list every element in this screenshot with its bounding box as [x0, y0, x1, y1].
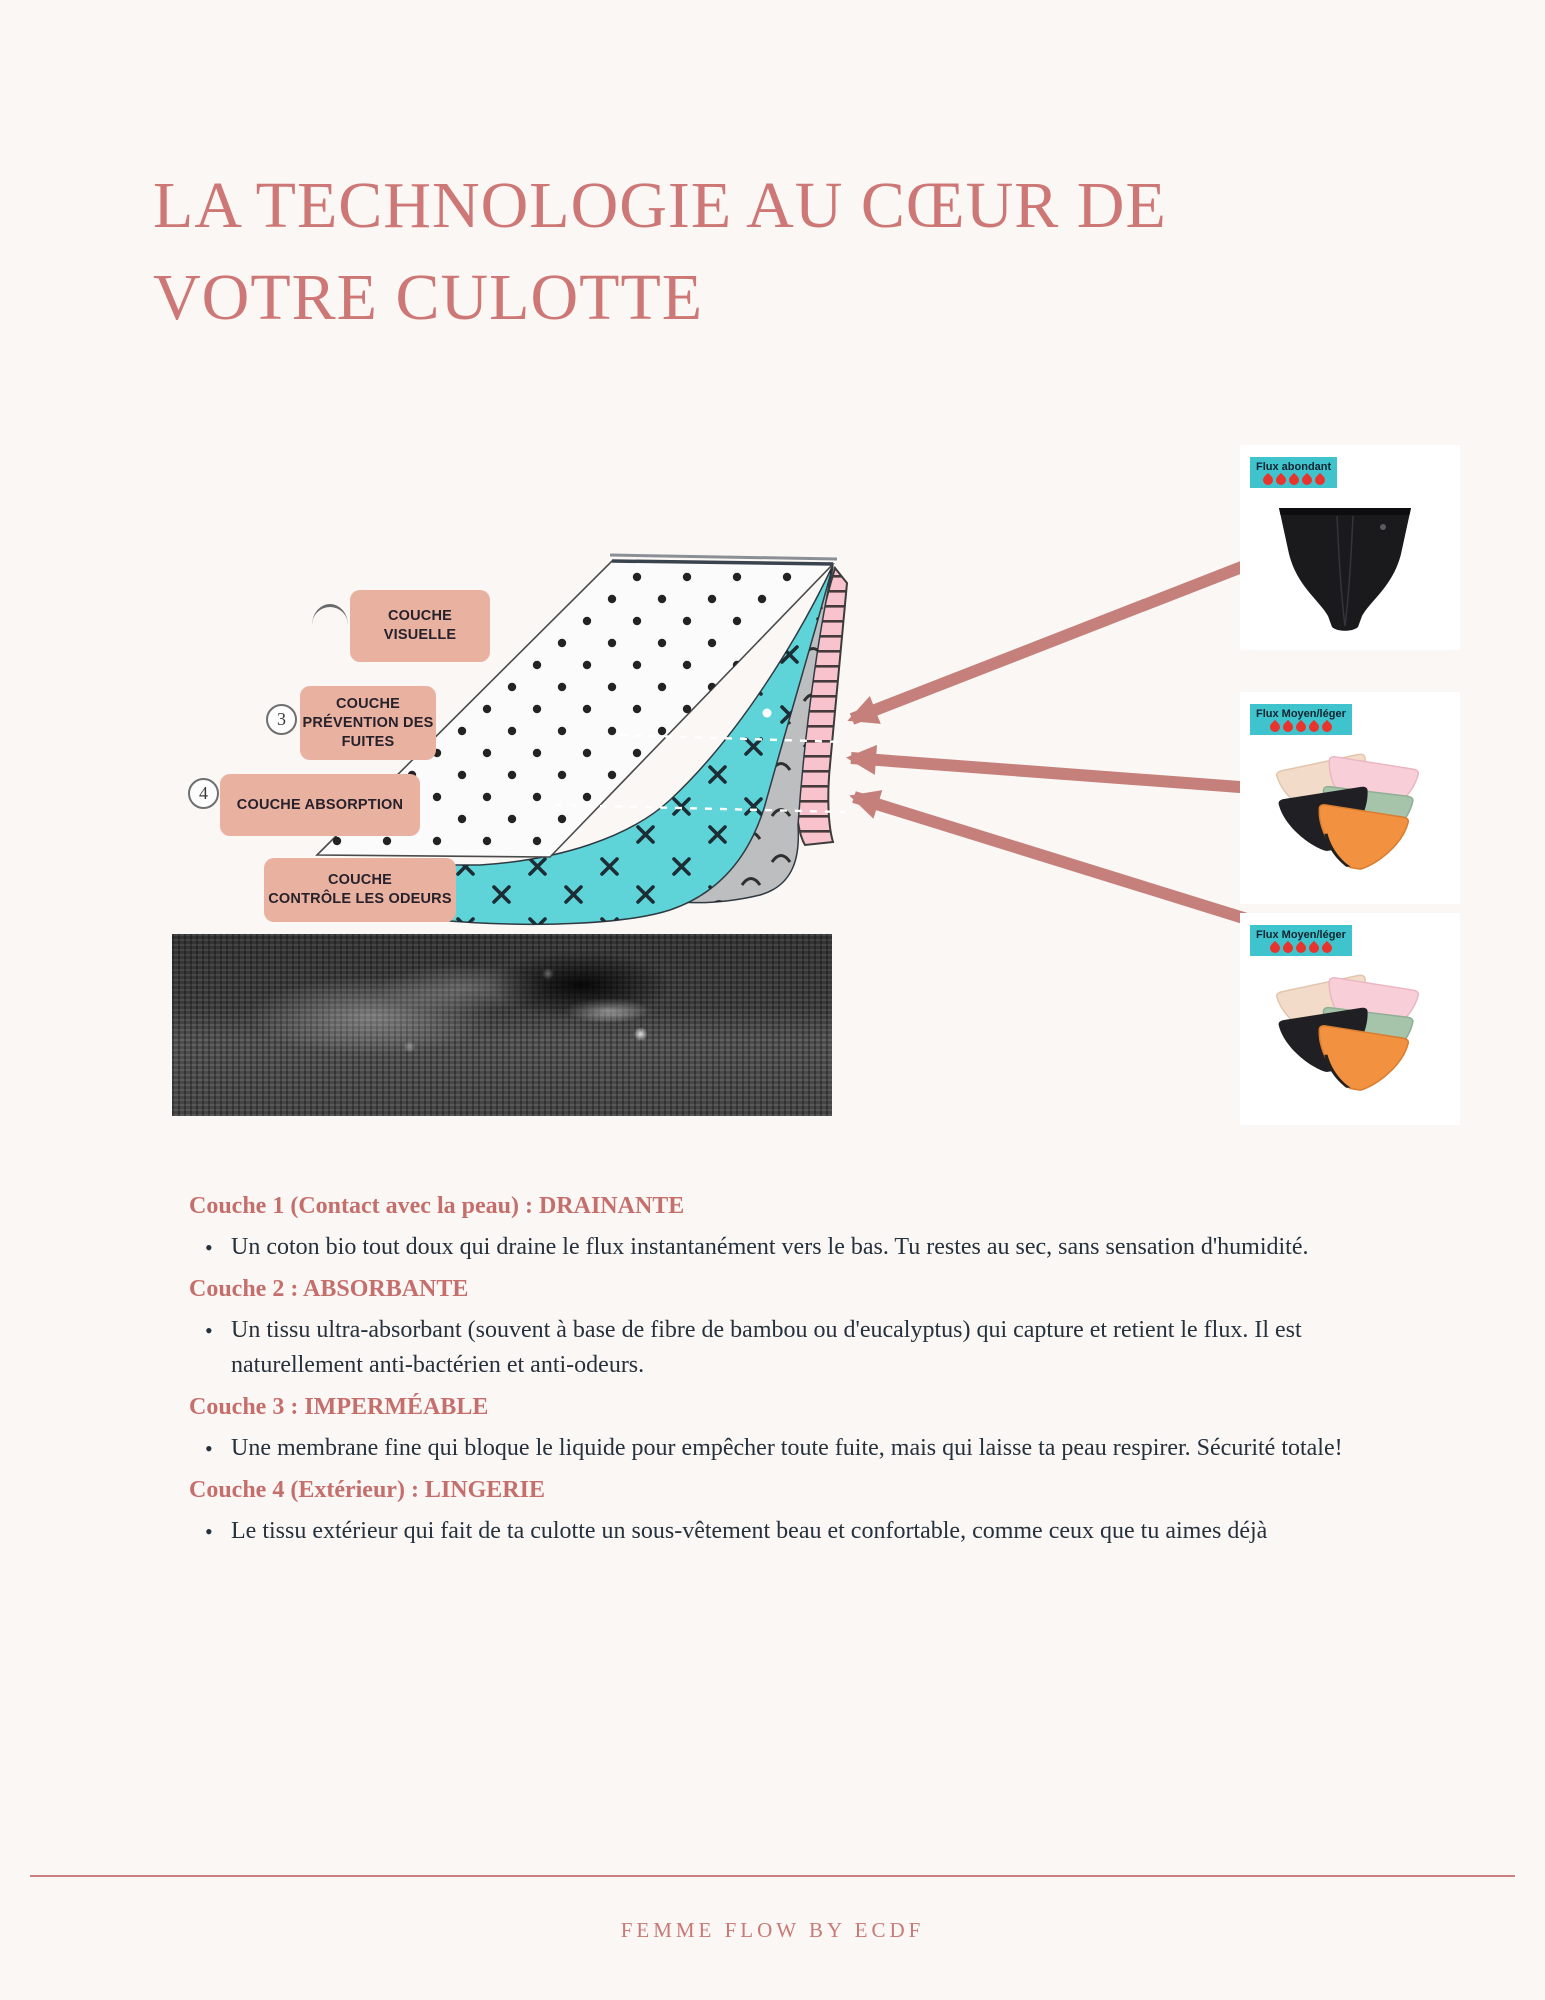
drop-icon	[1287, 473, 1301, 487]
drop-icon	[1294, 720, 1308, 734]
black-brief-photo	[1265, 500, 1425, 640]
product-card-flux-moyen-leger-1	[1240, 692, 1460, 904]
drop-icon	[1320, 720, 1334, 734]
drop-icon	[1274, 473, 1288, 487]
flow-drops	[1270, 722, 1332, 732]
flux-label: Flux abondant	[1256, 461, 1332, 473]
label-text: COUCHE ABSORPTION	[236, 796, 404, 813]
label-couche-controle-odeurs	[264, 858, 456, 922]
section-heading-couche3: Couche 3 : IMPERMÉABLE	[189, 1394, 489, 1420]
step-number: 4	[199, 783, 208, 803]
panty-pack-photo	[1272, 736, 1422, 886]
section-bullets	[189, 1514, 1379, 1549]
label-text: PRÉVENTION DES	[302, 714, 434, 731]
label-text: COUCHE VISUELLE	[383, 608, 457, 643]
fabric-closeup-photo	[172, 934, 832, 1116]
section-bullets	[189, 1313, 1379, 1383]
flux-badge	[1250, 704, 1352, 735]
drop-icon	[1281, 720, 1295, 734]
drop-icon	[1307, 941, 1321, 955]
flux-badge	[1250, 457, 1337, 488]
arrow-product3	[854, 797, 1250, 920]
layers-description	[189, 1188, 1379, 1555]
drop-icon	[1307, 720, 1321, 734]
drop-icon	[1294, 941, 1308, 955]
flux-label: Flux Moyen/léger	[1256, 708, 1346, 720]
section-heading-couche1: Couche 1 (Contact avec la peau) : DRAINANTE	[189, 1193, 685, 1219]
page-title-line2: VOTRE CULOTTE	[153, 261, 704, 334]
footer-divider	[30, 1875, 1515, 1877]
drop-icon	[1320, 941, 1334, 955]
section-heading-couche4: Couche 4 (Extérieur) : LINGERIE	[189, 1477, 545, 1503]
product-card-flux-abondant	[1240, 445, 1460, 650]
label-couche-absorption	[220, 774, 420, 836]
page-title-line1: LA TECHNOLOGIE AU CŒUR DE	[153, 169, 1167, 242]
product-card-flux-moyen-leger-2	[1240, 913, 1460, 1125]
bullet-item: • Le tissu extérieur qui fait de ta culotte un sous-vêtement beau et confortable, comme ceux que tu aimes déjà	[231, 1514, 1379, 1549]
drop-icon	[1281, 941, 1295, 955]
label-couche-prevention-fuites	[300, 686, 436, 760]
label-text: COUCHE	[327, 872, 393, 888]
drop-icon	[1268, 720, 1282, 734]
flux-badge	[1250, 925, 1352, 956]
label-couche-visuelle	[350, 590, 490, 662]
arrow-product1	[852, 563, 1252, 719]
step-number: 3	[277, 709, 286, 729]
footer-brand: FEMME FLOW BY ECDF	[620, 1918, 925, 1942]
pointer-arrows	[820, 540, 1290, 950]
label-text: COUCHE	[335, 695, 401, 712]
drop-icon	[1300, 473, 1314, 487]
section-bullets	[189, 1431, 1379, 1466]
bullet-item: • Un tissu ultra-absorbant (souvent à base de fibre de bambou ou d'eucalyptus) qui capture et retient le flux. Il est naturellement anti-bactérien et anti-odeurs.	[231, 1313, 1379, 1383]
drop-icon	[1268, 941, 1282, 955]
flow-drops	[1270, 943, 1332, 953]
flux-label: Flux Moyen/léger	[1256, 929, 1346, 941]
drop-icon	[1261, 473, 1275, 487]
section-heading-couche2: Couche 2 : ABSORBANTE	[189, 1276, 469, 1302]
drop-icon	[1313, 473, 1327, 487]
label-text: CONTRÔLE LES ODEURS	[268, 891, 452, 907]
section-bullets	[189, 1230, 1379, 1265]
step-3-badge	[266, 704, 297, 735]
arrow-product2	[851, 758, 1253, 788]
flow-drops	[1263, 475, 1325, 485]
bullet-item: • Un coton bio tout doux qui draine le flux instantanément vers le bas. Tu restes au sec, sans sensation d'humidité.	[231, 1230, 1379, 1265]
page-title	[153, 160, 1353, 344]
label-text: FUITES	[341, 733, 395, 750]
panty-pack-photo	[1272, 957, 1422, 1107]
bullet-item: • Une membrane fine qui bloque le liquide pour empêcher toute fuite, mais qui laisse ta peau respirer. Sécurité totale!	[231, 1431, 1379, 1466]
step-4-badge	[188, 778, 219, 809]
